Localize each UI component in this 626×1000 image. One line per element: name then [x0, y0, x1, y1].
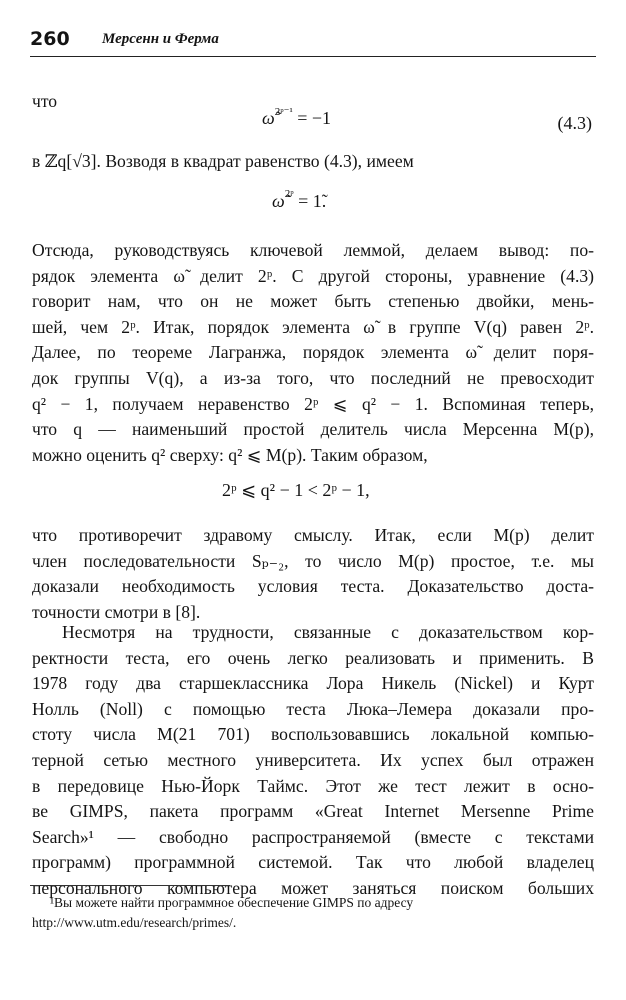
- page-number: 260: [30, 28, 70, 50]
- equation-squared: [272, 188, 327, 212]
- text-line: персонального компьютера может заняться поиском больших: [32, 877, 594, 898]
- equation-4-3-lhs: ω̃: [262, 108, 275, 128]
- text-line: шей, чем 2ᵖ. Итак, порядок элемента ω̃ в группе V(q) равен 2ᵖ.: [32, 316, 594, 337]
- equation-squared-rhs: = 1̃.: [293, 191, 327, 211]
- paragraph-conclusion: [32, 523, 594, 625]
- equation-4-3: [262, 108, 331, 129]
- text-line: терной сетью местного университета. Их успех был отражен: [32, 749, 594, 770]
- equation-4-3-exponent: 2ᵖ⁻¹: [274, 106, 293, 118]
- text-line: рядок элемента ω̃ делит 2ᵖ. С другой стороны, уравнение (4.3): [32, 265, 594, 286]
- equation-number: (4.3): [557, 113, 592, 133]
- equation-4-3-rhs: = −1: [292, 108, 332, 128]
- page-header: [30, 28, 596, 56]
- running-title: Мерсенн и Ферма: [102, 31, 219, 47]
- text-line: программ) программной системой. Так что любой владелец: [32, 852, 594, 873]
- text-line: в передовице Нью-Йорк Таймс. Этот же тест лежит в осно-: [32, 775, 594, 796]
- footnote: [32, 893, 592, 933]
- text-line: Нолль (Noll) с помощью теста Люка–Лемера доказали про-: [32, 698, 594, 719]
- text-line: Несмотря на трудности, связанные с доказательством кор-: [62, 622, 594, 642]
- text-line: Отсюда, руководствуясь ключевой леммой, делаем вывод: по-: [32, 240, 594, 260]
- intro-word: что: [32, 91, 58, 111]
- text-line: стоту числа M(21 701) воспользовавшись локальной компью-: [32, 724, 594, 745]
- text-line: Далее, по теореме Лагранжа, порядок элемента ω̃ делит поря-: [32, 342, 594, 363]
- text-line: 1978 году два старшеклассника Лора Никель (Nickel) и Курт: [32, 673, 594, 694]
- text-line: точности смотри в [8].: [32, 601, 201, 622]
- text-line: говорит нам, что он не может быть степенью двойки, мень-: [32, 291, 594, 312]
- text-line: можно оценить q² сверху: q² ⩽ M(p). Таким образом,: [32, 444, 428, 465]
- header-rule: [30, 56, 596, 57]
- text-line: доказали необходимость условия теста. Доказательство доста-: [32, 576, 594, 597]
- equation-inequality: 2ᵖ ⩽ q² − 1 < 2ᵖ − 1,: [222, 480, 370, 500]
- footnote-url[interactable]: http://www.utm.edu/research/primes/.: [32, 915, 237, 930]
- equation-squared-exponent: 2ᵖ: [284, 188, 294, 200]
- text-line: ве GIMPS, пакета программ «Great Internet Mersenne Prime: [32, 801, 594, 822]
- text-line: док группы V(q), а из-за того, что последний не превосходит: [32, 367, 594, 388]
- text-line: член последовательности Sₚ₋₂, то число M(p) простое, т.е. мы: [32, 550, 594, 571]
- footnote-rule: [30, 885, 230, 886]
- text-line: ректности теста, его очень легко реализовать и применить. В: [32, 647, 594, 668]
- text-line: что противоречит здравому смыслу. Итак, если M(p) делит: [32, 525, 594, 545]
- text-line: Search»¹ — свободно распространяемой (вместе с текстами: [32, 826, 594, 847]
- paragraph-squaring: [32, 149, 594, 175]
- text-line: что q — наименьший простой делитель числа Мерсенна M(p),: [32, 419, 594, 440]
- paragraph-proof: [32, 238, 594, 468]
- equation-squared-lhs: ω̃: [272, 191, 285, 211]
- text-line: q² − 1, получаем неравенство 2ᵖ ⩽ q² − 1. Вспоминая теперь,: [32, 393, 594, 414]
- text-line: в ℤq[√3]. Возводя в квадрат равенство (4.3), имеем: [32, 151, 414, 171]
- paragraph-gimps: [32, 620, 594, 902]
- footnote-line: ¹Вы можете найти программное обеспечение GIMPS по адресу: [50, 895, 414, 910]
